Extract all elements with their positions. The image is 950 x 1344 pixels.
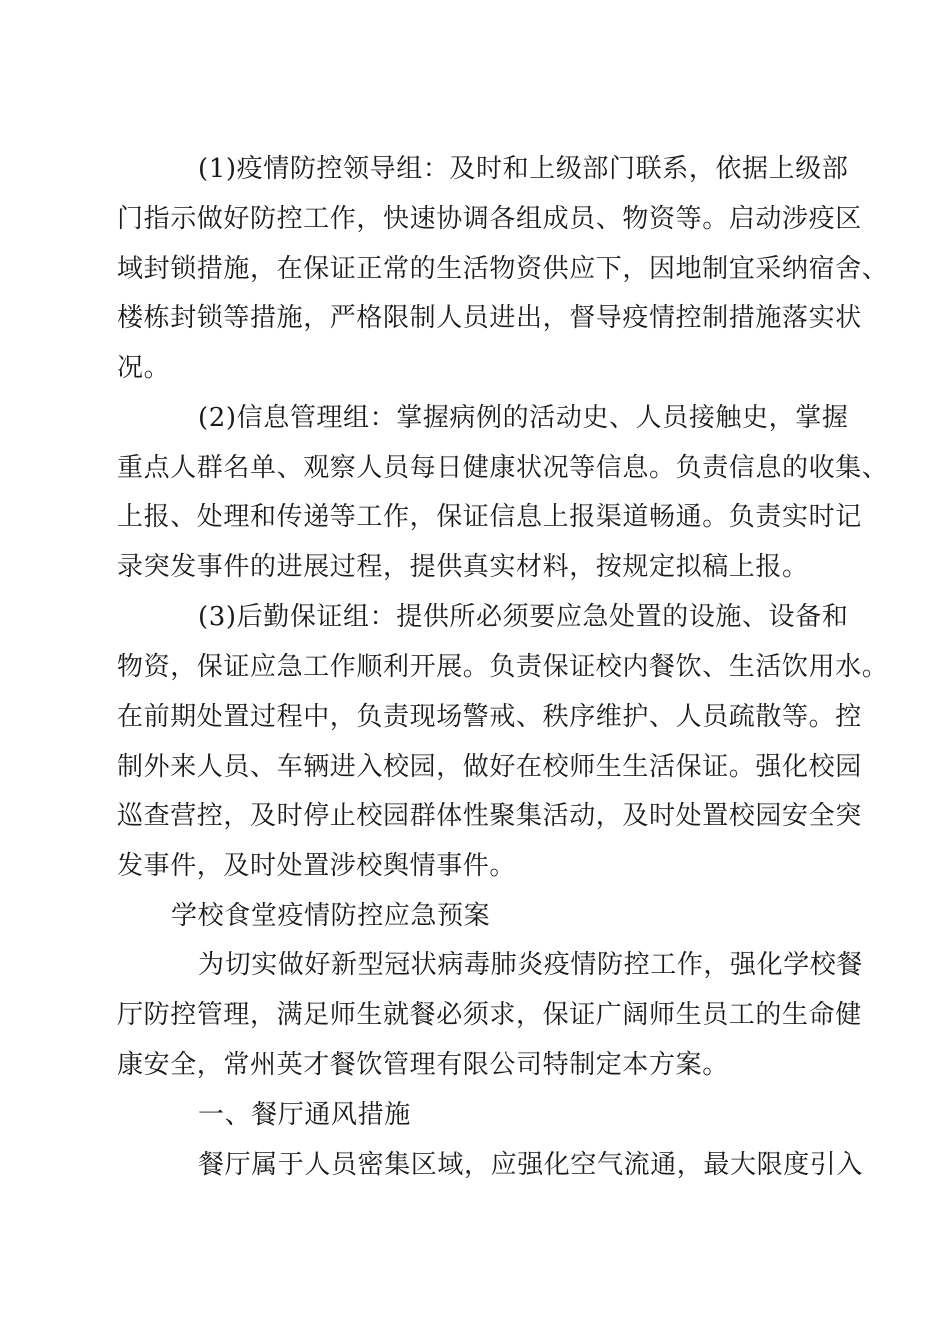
- text-line: 为切实做好新型冠状病毒肺炎疫情防控工作，强化学校餐: [198, 950, 864, 980]
- text-line: 在前期处置过程中，负责现场警戒、秩序维护、人员疏散等。控: [117, 702, 862, 732]
- section-heading: 学校食堂疫情防控应急预案: [171, 901, 491, 931]
- text-line: 上报、处理和传递等工作，保证信息上报渠道畅通。负责实时记: [117, 502, 862, 532]
- text-line: 况。: [117, 353, 171, 383]
- text-line: (3)后勤保证组：提供所必须要应急处置的设施、设备和: [198, 602, 849, 632]
- text-line: 厅防控管理，满足师生就餐必须求，保证广阔师生员工的生命健: [117, 1000, 862, 1030]
- text-line: 录突发事件的进展过程，提供真实材料，按规定拟稿上报。: [117, 552, 809, 582]
- text-line: 楼栋封锁等措施，严格限制人员进出，督导疫情控制措施落实状: [117, 303, 862, 333]
- text-line: 域封锁措施，在保证正常的生活物资供应下，因地制宜采纳宿舍、: [117, 254, 889, 284]
- text-line: 物资，保证应急工作顺利开展。负责保证校内餐饮、生活饮用水。: [117, 652, 889, 682]
- subsection-heading: 一、餐厅通风措施: [198, 1100, 411, 1130]
- text-line: 康安全，常州英才餐饮管理有限公司特制定本方案。: [117, 1050, 729, 1080]
- text-line: (1)疫情防控领导组：及时和上级部门联系，依据上级部: [198, 154, 849, 184]
- text-line: 巡查营控，及时停止校园群体性聚集活动，及时处置校园安全突: [117, 801, 862, 831]
- text-line: 餐厅属于人员密集区域，应强化空气流通，最大限度引入: [198, 1150, 864, 1180]
- text-line: 门指示做好防控工作，快速协调各组成员、物资等。启动涉疫区: [117, 204, 862, 234]
- text-line: (2)信息管理组：掌握病例的活动史、人员接触史，掌握: [198, 403, 849, 433]
- text-line: 重点人群名单、观察人员每日健康状况等信息。负责信息的收集、: [117, 453, 889, 483]
- text-line: 发事件，及时处置涉校舆情事件。: [117, 851, 517, 881]
- text-line: 制外来人员、车辆进入校园，做好在校师生生活保证。强化校园: [117, 752, 862, 782]
